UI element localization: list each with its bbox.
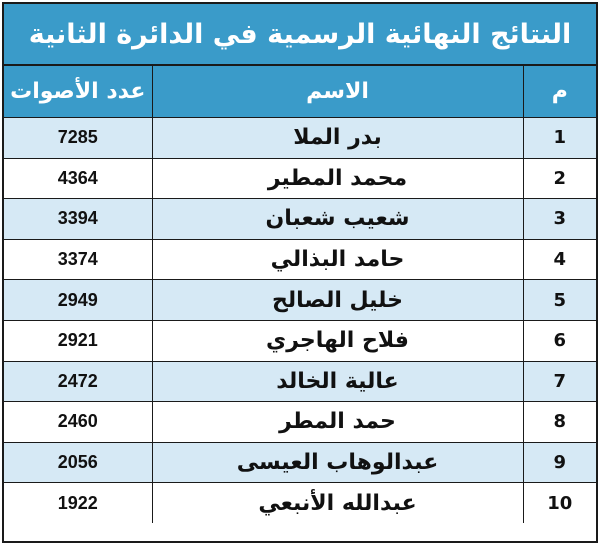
table-row [4,483,596,523]
vote-count: 1922 [4,483,152,523]
candidate-name: عبدالوهاب العيسى [152,442,523,483]
table-row [4,280,596,321]
table-row [4,402,596,443]
vote-count: 2056 [4,442,152,483]
row-number: 3 [523,199,596,240]
table-row [4,320,596,361]
vote-count: 2949 [4,280,152,321]
row-number: 9 [523,442,596,483]
header-name: الاسم [152,66,523,118]
candidate-name: شعيب شعبان [152,199,523,240]
candidate-name: بدر الملا [152,118,523,159]
table-row [4,118,596,159]
vote-count: 2472 [4,361,152,402]
row-number: 1 [523,118,596,159]
candidate-name: عبدالله الأنبعي [152,483,523,523]
table-row [4,199,596,240]
table-title: النتائج النهائية الرسمية في الدائرة الثانية [4,4,596,66]
candidate-name: حمد المطر [152,402,523,443]
row-number: 10 [523,483,596,523]
candidate-name: فلاح الهاجري [152,320,523,361]
header-number: م [523,66,596,118]
vote-count: 2460 [4,402,152,443]
candidate-name: خليل الصالح [152,280,523,321]
table-row [4,158,596,199]
row-number: 7 [523,361,596,402]
vote-count: 3374 [4,239,152,280]
vote-count: 3394 [4,199,152,240]
results-table-card [2,2,598,543]
table-row [4,361,596,402]
candidate-name: حامد البذالي [152,239,523,280]
vote-count: 2921 [4,320,152,361]
table-row [4,239,596,280]
vote-count: 7285 [4,118,152,159]
row-number: 4 [523,239,596,280]
candidate-name: عالية الخالد [152,361,523,402]
candidate-name: محمد المطير [152,158,523,199]
row-number: 6 [523,320,596,361]
row-number: 5 [523,280,596,321]
vote-count: 4364 [4,158,152,199]
header-row [4,66,596,118]
header-votes: عدد الأصوات [4,66,152,118]
row-number: 2 [523,158,596,199]
table-row [4,442,596,483]
results-table [4,66,596,523]
row-number: 8 [523,402,596,443]
